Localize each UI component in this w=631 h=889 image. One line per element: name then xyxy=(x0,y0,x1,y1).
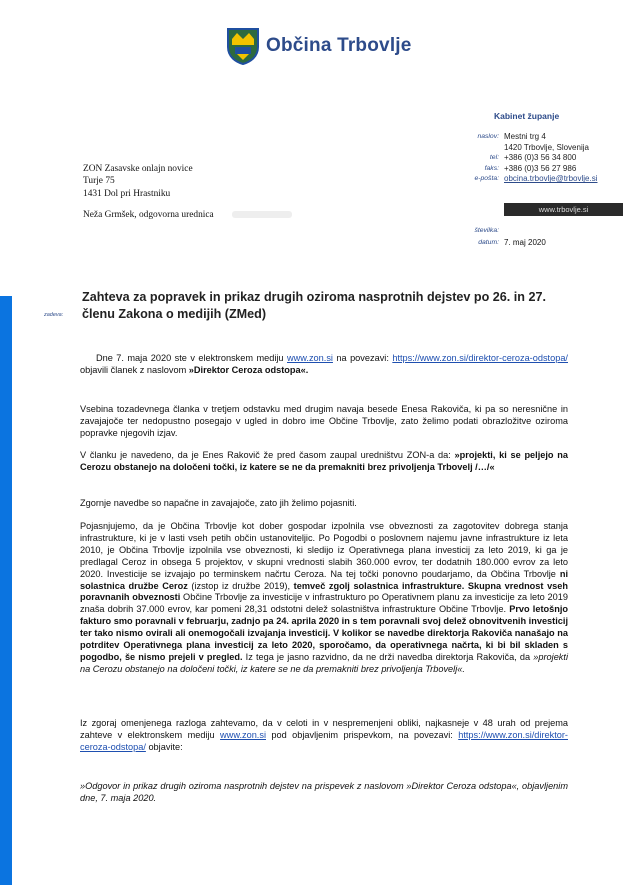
redacted-signature-mark xyxy=(232,211,292,218)
body-paragraph xyxy=(80,718,568,754)
text-run: Dne 7. maja 2020 ste v elektronskem mediju xyxy=(96,353,287,363)
municipality-crest-icon xyxy=(226,27,260,65)
date-label: datum: xyxy=(478,238,499,246)
text-run: ni solastnica družbe Ceroz xyxy=(80,568,568,591)
text-run: V članku je navedeno, da je Enes Rakovič že pred časom zaupal uredništvu ZON-a da: xyxy=(80,450,455,460)
number-value xyxy=(504,225,620,237)
text-run: na povezavi: xyxy=(332,353,393,363)
recipient-line: ZON Zasavske onlajn novice xyxy=(83,164,193,174)
text-run: Iz tega je jasno razvidno, da ne drži navedba direktorja Rakoviča, da xyxy=(242,651,534,662)
hyperlink[interactable]: https://www.zon.si/direktor-ceroza-odstopa/ xyxy=(392,353,568,363)
cabinet-title: Kabinet županje xyxy=(494,111,560,121)
hyperlink[interactable]: www.zon.si xyxy=(220,729,266,740)
text-run: »Direktor Ceroza odstopa«. xyxy=(188,364,309,375)
text-run: Vsebina tozadevnega članka v tretjem odstavku med drugim navaja besede Enesa Rakoviča, ki pa so neresnične in zavajajoče ter nedopustno posegajo v ugled in dobro ime Občine Trbovlje, zato želimo podati obrazložitve oziroma popravke njegovih izjav. xyxy=(80,404,568,438)
contact-value: 1420 Trbovlje, Slovenija xyxy=(504,142,589,152)
text-run: »projekti na Cerozu obstanejo na določeni točki, iz katere se ne da premakniti brez privoljenja Trbovelj«. xyxy=(80,651,568,674)
text-run: temveč zgolj solastnica infrastrukture. Skupna vrednost vseh poravnanih obveznosti xyxy=(80,580,569,603)
body-paragraph xyxy=(80,353,568,377)
body-paragraph xyxy=(80,781,568,805)
text-run: »projekti, ki se peljejo na Cerozu obstanejo na določeni točki, iz katere se ne da premakniti brez privoljenja Trbovelj /…/« xyxy=(80,450,568,472)
contact-label: naslov: xyxy=(477,133,499,140)
blue-margin-bar xyxy=(0,296,12,885)
recipient-address xyxy=(83,163,193,200)
recipient-line: 1431 Dol pri Hrastniku xyxy=(83,188,171,199)
subject-title: Zahteva za popravek in prikaz drugih oziroma nasprotnih dejstev po 26. in 27. členu Zakona o medijih (ZMed) xyxy=(82,290,546,321)
body-paragraph xyxy=(80,521,568,676)
contact-value: +386 (0)3 56 34 800 xyxy=(504,153,577,163)
recipient-attention: Neža Grmšek, odgovorna urednica xyxy=(83,210,214,220)
text-run: Zgornje navedbe so napačne in zavajajoče, zato jih želimo pojasniti. xyxy=(80,498,357,508)
website-bar[interactable]: www.trbovlje.si xyxy=(504,203,623,216)
text-run: objavili članek z naslovom xyxy=(80,364,189,375)
text-run: objavite: xyxy=(145,741,183,752)
text-run: (izstop iz družbe 2019), xyxy=(187,580,294,591)
document-meta xyxy=(420,225,620,248)
body-paragraph xyxy=(80,404,568,440)
contact-label: e-pošta: xyxy=(474,175,499,183)
contact-value: Mestni trg 4 xyxy=(504,132,546,141)
contact-label: faks: xyxy=(484,164,499,172)
text-run: Občine Trbovlje za investicije v infrastrukturo po Operativnem planu za investicije za leto 2019 znaša dobrih 37.000 evrov, kar pomeni 28,31 odstotni delež solastništva infrastrukture Občine Trbovlje. xyxy=(80,592,568,615)
date-value: 7. maj 2020 xyxy=(504,237,546,247)
body-paragraph xyxy=(80,498,568,510)
contact-label: tel: xyxy=(489,154,499,162)
text-run: »Odgovor in prikaz drugih oziroma nasprotnih dejstev na prispevek z naslovom »Direktor Ceroza odstopa«, objavljenim dne, 7. maja 2020. xyxy=(80,781,568,803)
hyperlink[interactable]: www.zon.si xyxy=(287,353,333,363)
municipality-name: Občina Trbovlje xyxy=(266,35,412,56)
subject-label: zadeva: xyxy=(44,312,64,318)
number-label: številka: xyxy=(474,227,499,234)
contact-block xyxy=(420,132,620,185)
contact-value: +386 (0)3 56 27 986 xyxy=(504,163,577,173)
body-paragraph xyxy=(80,450,568,474)
hyperlink[interactable]: https://www.zon.si/direktor-ceroza-odstopa/ xyxy=(80,729,568,752)
text-run: Iz zgoraj omenjenega razloga zahtevamo, da v celoti in v nespremenjeni obliki, najkasneje v 48 urah od prejema zahteve v elektronskem mediju xyxy=(80,718,568,740)
text-run: Pojasnjujemo, da je Občina Trbovlje kot dober gospodar izpolnila vse obveznosti za zagotovitev dobrega stanja infrastrukture, ki je v lasti vseh petih občin ustanoviteljic. Po Pogodbi o poslovnem najemu javne infrastrukture iz leta 2010, je Občina Trbovlje izpolnila vse obveznosti, ki sledijo iz Operativnega plana investicij za leto 2019, ki ga je predlagal Ceroz in obsega 5 projektov, v skupni vrednosti slabih 360.000 evrov, ter dodatnih 180.000 evrov za leto 2020. Investicije se izvajajo po terminskem načrtu Ceroza. Na tej točki ponovno poudarjamo, da Občina Trbovlje xyxy=(80,521,568,579)
recipient-line: Turje 75 xyxy=(83,176,115,187)
text-run: Prvo letošnjo fakturo smo poravnali v februarju, zadnjo pa 24. aprila 2020 in s tem poravnali svoj delež obnovitvenih investicij ter tako nismo ovirali ali onemogočali izvajanja investicij. V kolikor se navedbe direktorja Rakoviča nanašajo na potrditev Operativnega plana investicij za leto 2020, sporočamo, da operativnega načrta, ki bi bil skladen s pogodbo, še nismo prejeli v pregled. xyxy=(80,604,569,662)
text-run: pod objavljenim prispevkom, na povezavi: xyxy=(266,729,459,740)
email-link[interactable]: obcina.trbovlje@trbovlje.si xyxy=(504,174,598,184)
contact-label xyxy=(420,143,504,154)
